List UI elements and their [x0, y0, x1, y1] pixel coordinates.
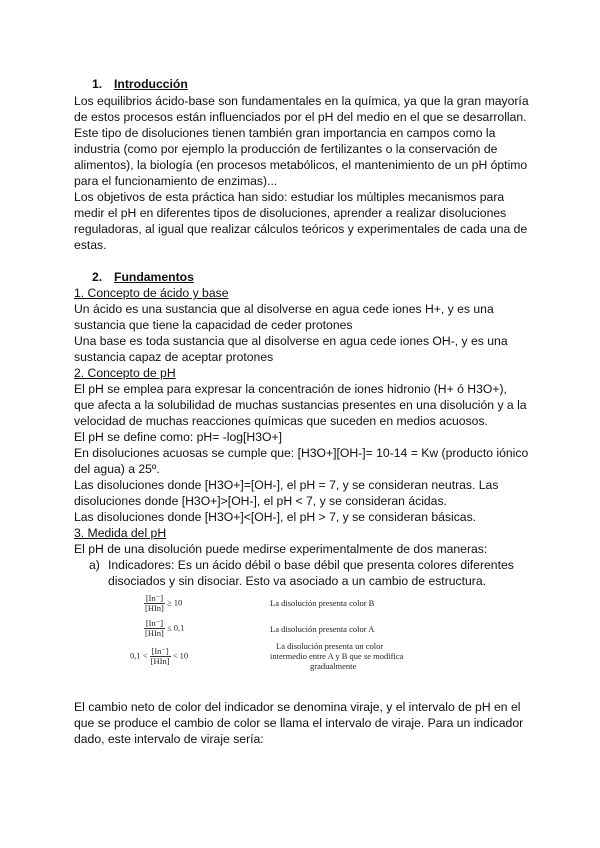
- figure-row-1-denominator: [HIn]: [145, 603, 164, 613]
- closing-line-1: El cambio neto de color del indicador se denomina viraje, y el intervalo de pH en el: [74, 700, 521, 714]
- intro-line-1: Los equilibrios ácido-base son fundamentales en la química, ya que la gran mayoría: [74, 94, 529, 108]
- intro-line-2: de estos procesos están influenciados por el pH del medio en el que se desarrollan.: [74, 110, 527, 124]
- ph-line-2: que afecta a la solubilidad de muchas sustancias presentes en una disolución y a la: [74, 398, 527, 412]
- acid-base-line-2: sustancia que tiene la capacidad de ceder protones: [74, 318, 353, 332]
- figure-row-3-condition: [130, 647, 188, 666]
- figure-row-2-condition: [144, 619, 184, 638]
- intro-line-3: Este tipo de disoluciones tienen también gran importancia en campos como la: [74, 126, 496, 140]
- figure-row-2-cond: ≤ 0,1: [167, 622, 185, 633]
- closing-line-3: dado, este intervalo de viraje sería:: [74, 732, 264, 746]
- ph-line-7: Las disoluciones donde [H3O+]=[OH-], el pH = 7, y se consideran neutras. Las: [74, 478, 499, 492]
- section-2-title: Fundamentos: [114, 270, 194, 284]
- measure-intro: El pH de una disolución puede medirse experimentalmente de dos maneras:: [74, 542, 488, 556]
- subsection-2-title: 2. Concepto de pH: [74, 366, 176, 380]
- indicator-line-1: Indicadores: Es un ácido débil o base débil que presenta colores diferentes: [108, 558, 514, 572]
- intro-line-10: estas.: [74, 238, 107, 252]
- section-1-title: Introducción: [114, 77, 188, 91]
- figure-row-1-condition: [144, 594, 182, 613]
- figure-row-3-cond: < 10: [172, 650, 189, 661]
- figure-row-2-denominator: [HIn]: [145, 628, 164, 638]
- acid-base-line-3: Una base es toda sustancia que al disolverse en agua cede iones OH-, y es una: [74, 334, 508, 348]
- figure-row-3-prefix: 0,1 <: [130, 650, 148, 661]
- ph-line-1: El pH se emplea para expresar la concentración de iones hidronio (H+ ó H3O+),: [74, 382, 507, 396]
- list-marker-a: a): [89, 558, 100, 572]
- subsection-3-title: 3. Medida del pH: [74, 526, 167, 540]
- ph-line-3: velocidad de muchas reacciones químicas que suceden en medios acuosos.: [74, 414, 488, 428]
- figure-row-3-result: [270, 641, 403, 671]
- intro-line-4: industria (como por ejemplo la producción de fertilizantes o la conservación de: [74, 142, 498, 156]
- intro-line-8: medir el pH en diferentes tipos de disoluciones, aprender a realizar disoluciones: [74, 206, 507, 220]
- closing-line-2: que se produce el cambio de color se llama el intervalo de viraje. Para un indicador: [74, 716, 524, 730]
- figure-row-3-result-line-3: gradualmente: [310, 661, 357, 671]
- acid-base-line-4: sustancia capaz de aceptar protones: [74, 350, 274, 364]
- intro-line-5: alimentos), la biología (en procesos metabólicos, el mantenimiento de un pH óptimo: [74, 158, 528, 172]
- acid-base-line-1: Un ácido es una sustancia que al disolverse en agua cede iones H+, y es una: [74, 302, 494, 316]
- section-2-heading: [92, 269, 194, 285]
- figure-row-3-numerator: [In⁻]: [151, 646, 169, 656]
- indicator-line-2: disociados y sin disociar. Esto va asociado a un cambio de estructura.: [108, 574, 487, 588]
- ph-line-5: En disoluciones acuosas se cumple que: [H3O+][OH-]= 10-14 = Kw (producto iónico: [74, 446, 529, 460]
- figure-row-2-numerator: [In⁻]: [145, 618, 164, 628]
- subsection-1-title: 1. Concepto de ácido y base: [74, 286, 229, 300]
- figure-row-1-cond: ≥ 10: [167, 597, 183, 608]
- intro-line-7: Los objetivos de esta práctica han sido: estudiar los múltiples mecanismos para: [74, 190, 505, 204]
- section-1-heading: [92, 76, 188, 92]
- intro-line-9: reguladoras, al igual que realizar cálculos teóricos y experimentales de cada una de: [74, 222, 528, 236]
- figure-row-2-result: La disolución presenta color A: [270, 624, 375, 634]
- figure-row-3-result-line-1: La disolución presenta un color: [276, 641, 384, 651]
- figure-row-1-result: La disolución presenta color B: [270, 598, 375, 608]
- ph-line-8: disoluciones donde [H3O+]>[OH-], el pH < 7, y se consideran ácidas.: [74, 494, 447, 508]
- figure-row-1-numerator: [In⁻]: [145, 593, 164, 603]
- ph-line-6: del agua) a 25º.: [74, 462, 160, 476]
- section-2-number: 2.: [92, 270, 103, 284]
- figure-row-3-denominator: [HIn]: [150, 656, 170, 666]
- figure-row-3-result-line-2: intermedio entre A y B que se modifica: [270, 651, 404, 661]
- intro-line-6: para el funcionamiento de enzimas)...: [74, 174, 278, 188]
- ph-line-4: El pH se define como: pH= -log[H3O+]: [74, 430, 282, 444]
- ph-line-9: Las disoluciones donde [H3O+]<[OH-], el pH > 7, y se consideran básicas.: [74, 510, 477, 524]
- section-1-number: 1.: [92, 77, 103, 91]
